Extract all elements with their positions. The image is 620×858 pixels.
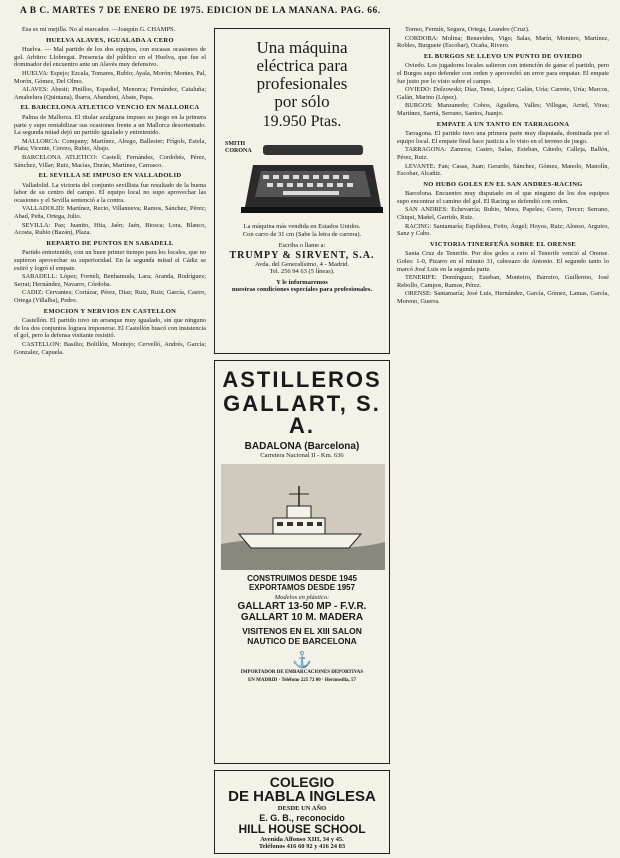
headline-barcelona-mallorca: EL BARCELONA ATLETICO VENCIO EN MALLORCA	[20, 104, 200, 112]
importer-address: EN MADRID · Teléfono 225 72 00 · Hermosilla, 57	[247, 678, 357, 683]
ad-phone: Tel. 256 94 63 (5 líneas).	[269, 268, 335, 275]
article-body: Palma de Mallorca. El titular azulgrana impuso su juego en la primera parte y supo rentabilizar sus ocasiones frente a un Mallorca desorientado. La segunda mitad dejó un partido igualado y entretenido.	[14, 113, 206, 137]
bottom-box	[221, 650, 383, 690]
lineup-san-andres: SAN ANDRES: Echevarría; Rubio, Mora, Papeles; Cerro, Tercer; Serrano, Chiqui, Mañel, Garrido, Ruiz.	[397, 206, 609, 222]
shipyard-city: BADALONA (Barcelona)	[244, 441, 360, 452]
model-note: Modelos en plástico:	[274, 593, 330, 601]
brand-corona: CORONA	[225, 148, 252, 154]
typewriter-ad	[214, 28, 390, 354]
ad-tagline-2: Con carro de 31 cm (Sabe la letra de carrera).	[242, 230, 362, 238]
article-body: Castellón. El partido tuvo un arranque muy igualado, sin que ninguno de los dos conjuntos lograra imponerse. El Castellón buscó con insistencia el gol, pero la defensa visitante resistió.	[14, 317, 206, 340]
lineup-burgos: BURGOS: Manzanedo; Cobos, Aguilera, Valles; Villegas, Arriel, Viras; Martínez, Sarriá, Serrano, Santos, Juanjo.	[397, 102, 609, 117]
lineup-racing: RACING: Santamaría; Espildora, Feito, Ángel; Hoyos, Ruiz; Alonso, Arguiro, Sanz y Cabo.	[397, 222, 609, 238]
ad-headline-3: profesionales	[256, 74, 348, 93]
ad-headline-1: Una máquina	[256, 38, 348, 57]
right-column	[397, 26, 609, 854]
headline-sabadell: REPARTO DE PUNTOS EN SABADELL	[46, 239, 174, 247]
ad-contact-label: Escriba o llame a:	[278, 242, 326, 249]
ad-price: 19.950 Ptas.	[262, 113, 342, 130]
export-since: EXPORTAMOS DESDE 1957	[248, 582, 356, 592]
brand-smith: SMITH	[225, 141, 246, 147]
shipyard-ad	[214, 360, 390, 764]
lineup-mallorca: MALLORCA: Company; Martínez, Alrego, Ballester; Frígols, Estela, Plata; Vicente, Cerezo, Rubio, Abajo.	[14, 137, 206, 153]
lineup-sabadell: SABADELL: López; Forneli, Benhamuda, Lara; Aranda, Rodríguez; Serrat; Hernández, Navarro, Córdoba.	[14, 273, 206, 288]
article-intro: Esa es mi mejilla. No al marcador. —Joaquín G. CHAMPS.	[22, 26, 176, 33]
ad-company: TRUMPY & SIRVENT, S.A.	[229, 249, 375, 261]
built-since: CONSTRUIMOS DESDE 1945	[247, 573, 357, 583]
lineup-oviedo: OVIEDO: Dolzowski; Díaz, Tensi, López; Galán, Uría; Carrete, Uría; Marcos, Galán, Marino (López).	[397, 86, 609, 101]
ad-note-2: nuestras condiciones especiales para profesionales.	[231, 286, 373, 293]
article-body: Huelva. — Mal partido de los dos equipos, con escasas ocasiones de gol. Arbitro: Llobregat. Presencia del público en el Huelva, que fue el dominador del encuentro ante un Alavés muy defensivo.	[14, 46, 206, 69]
model-1: GALLART 13-50 MP - F.V.R.	[237, 601, 367, 612]
article-body: Valladolid. La victoria del conjunto sevillista fue resultado de la buena labor de su centro del campo. El equipo local no supo aprovechar las ocasiones y el Sevilla sentenció a la contra.	[14, 181, 206, 204]
headline-san-andres-racing: NO HUBO GOLES EN EL SAN ANDRES-RACING	[423, 180, 583, 188]
emblem-icon: ⚓	[292, 652, 312, 669]
ad-headline-4: por sólo	[274, 92, 330, 111]
school-phone: Teléfonos 416 60 92 y 416 24 83	[258, 843, 346, 850]
school-ad	[214, 770, 390, 854]
lineup-cordoba: CORDOBA: Molina; Benavides, Vigo; Salas, Marín, Montero, Martínez, Robles, Burguete (Escobar), Ocaña, Rivero.	[397, 34, 609, 50]
lineup-huelva: HUELVA: Espejo; Ezcala, Tomares, Rubio; Ayala, Morón; Montes, Pal, Morón, Gómez, Del Olmo.	[14, 69, 206, 85]
lineup-sevilla: SEVILLA: Paz; Juanito, Hita, Jaén; Jaén, Biosca; Lora, Blanco, Acosta, Rubio (Bazán), Plaza.	[14, 221, 206, 237]
article-body: Tarragona. El partido tuvo una primera parte muy disputada, dominada por el equipo local. El empate final hace justicia a lo visto en el terreno de juego.	[397, 130, 609, 145]
salon-note: VISITENOS EN EL XIII SALON NAUTICO DE BARCELONA	[242, 626, 362, 646]
article-body: Santa Cruz de Tenerife. Por dos goles a cero el Tenerife venció al Orense. Goles: 1-0, Pizarro en el minuto 31, cabezazo de Antonio. El segundo tanto lo marcó José Luis en la segunda parte.	[397, 250, 609, 273]
lineup-levante: LEVANTE: Fan; Casas, Juan; Gerardo, Sánchez, Gómez, Manolo, Manolín, Escobar, Alcañiz.	[397, 162, 609, 178]
ad-headline-2: eléctrica para	[256, 56, 348, 75]
school-line-1: COLEGIO	[269, 774, 335, 790]
school-egb: E. G. B., reconocido	[259, 812, 345, 823]
headline-huelva-alaves: HUELVA ALAVES, IGUALADA A CERO	[46, 36, 174, 44]
ad-note: Y le informaremos	[276, 278, 328, 286]
left-column	[14, 26, 206, 854]
page-header: A B C. MARTES 7 DE ENERO DE 1975. EDICION DE LA MAÑANA. PAG. 66.	[20, 6, 381, 16]
lineup-alaves: ALAVES: Abesti; Pinillos, Espadiel, Menorca; Fernández, Cataluña; Amabelura (Quintana), Ibarra, Abandoni, Abate, Papa.	[14, 86, 206, 101]
school-line-2: DE HABLA INGLESA	[228, 788, 376, 805]
lineup-orense: ORENSE: Santamaría; José Luis, Hernández, García, Gómez, Lamas, García, Moreno, Guerra.	[397, 290, 609, 305]
boat-illustration	[221, 464, 383, 570]
article-body: Oviedo. Los jugadores locales salieron con intención de ganar el partido, pero el Burgos supo defender con orden y aprovechó un error para empatar. El empate fue justo por lo visto sobre el campo.	[397, 62, 609, 85]
ad-address: Avda. del Generalísimo, 4 - Madrid.	[254, 260, 350, 268]
headline-tenerife-orense: VICTORIA TINERFEÑA SOBRE EL ORENSE	[429, 240, 577, 248]
lineup-tenerife: TENERIFE: Domínguez; Esteban, Monteiro, Barreiro, Guillermo, José Rebollo, Campos, Ramos, Pérez.	[397, 274, 609, 289]
school-name: HILL HOUSE SCHOOL	[238, 821, 366, 836]
article-body: Partido entretenido, con un buen primer tiempo para los locales, que no supieron aprovechar su superioridad. En la segunda mitad el Cádiz se estiró y logró el empate.	[14, 249, 206, 272]
typewriter-icon	[233, 135, 383, 221]
shipyard-address: Carretera Nacional II - Km. 636	[260, 452, 344, 459]
shipyard-title-2: GALLART, S. A.	[223, 391, 381, 438]
boat-icon	[221, 464, 385, 570]
school-address: Avenida Alfonso XIII, 34 y 45.	[260, 835, 344, 843]
shipyard-title-1: ASTILLEROS	[222, 367, 382, 392]
headline-burgos-oviedo: EL BURGOS SE LLEVO UN PUNTO DE OVIEDO	[423, 52, 583, 60]
headline-castellon: EMOCION Y NERVIOS EN CASTELLON	[43, 307, 177, 315]
lineup-valladolid: VALLADOLID: Martínez, Recio, Villanueva; Ramos, Sánchez, Pérez; Abad, Peña, Ortega, Julio.	[14, 205, 206, 221]
school-since: DESDE UN AÑO	[277, 805, 327, 812]
model-2: GALLART 10 M. MADERA	[240, 612, 364, 623]
lineup-cadiz: CADIZ: Cervantes; Cortázar, Pérez, Díaz; Ruiz, Ruiz; García, Castro, Ortega (Villalba), Pedro.	[14, 289, 206, 304]
importer-line: IMPORTADOR DE EMBARCACIONES DEPORTIVAS	[240, 670, 364, 675]
article-body: Barcelona. Encuentro muy disputado en el que ninguno de los dos equipos supo encontrar el camino del gol. El Racing se defendió con orden.	[397, 190, 609, 205]
article-intro: Tormo, Fermín, Segura, Ortega, Leandro (Cruz).	[405, 26, 530, 33]
ad-tagline-1: La máquina más vendida en Estados Unidos.	[243, 223, 361, 230]
headline-tarragona: EMPATE A UN TANTO EN TARRAGONA	[436, 120, 570, 128]
lineup-castellon: CASTELLON: Basilio; Bolillón, Montejo; Cervelló, Andrés, García; Gonzalez, Capuela.	[14, 340, 206, 356]
lineup-barcelona: BARCELONA ATLETICO: Castell; Fernández, Cordobés, Pérez, Sánchez, Villar; Ruiz, Macías, Durán, Martínez, Carrasco.	[14, 153, 206, 169]
lineup-tarragona: TARRAGONA: Zamora; Castro, Salas, Esteban, Cátedo; Calleja, Ballón, Pérez, Ruiz.	[397, 146, 609, 161]
headline-sevilla-valladolid: EL SEVILLA SE IMPUSO EN VALLADOLID	[38, 172, 182, 180]
typewriter-illustration	[225, 135, 379, 221]
